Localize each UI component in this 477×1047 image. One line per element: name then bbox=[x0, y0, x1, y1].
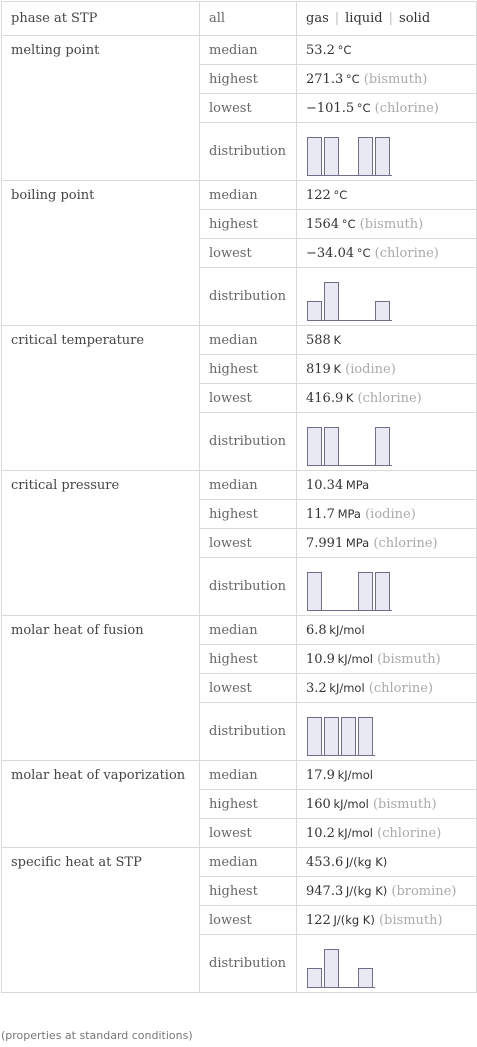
lowest-unit: °C bbox=[356, 100, 371, 115]
lowest-unit: K bbox=[345, 390, 354, 405]
highest-number: 1564 bbox=[306, 216, 340, 232]
highest-number: 819 bbox=[306, 361, 331, 377]
property-name: critical temperature bbox=[2, 326, 200, 471]
distribution-label: distribution bbox=[200, 123, 297, 181]
lowest-element-note: (chlorine) bbox=[357, 390, 422, 406]
distribution-label: distribution bbox=[200, 413, 297, 471]
crit_press-median-row bbox=[2, 471, 477, 500]
lowest-value bbox=[297, 384, 477, 413]
highest-label: highest bbox=[200, 500, 297, 529]
histogram-bar bbox=[376, 301, 390, 320]
property-name: molar heat of vaporization bbox=[2, 761, 200, 848]
histogram-bar bbox=[359, 572, 373, 610]
highest-label: highest bbox=[200, 210, 297, 239]
lowest-value bbox=[297, 239, 477, 268]
lowest-label: lowest bbox=[200, 384, 297, 413]
histogram-bar bbox=[325, 282, 339, 320]
distribution-label: distribution bbox=[200, 703, 297, 761]
phase-separator: | bbox=[334, 11, 340, 26]
phase-gas: gas bbox=[306, 11, 329, 26]
lowest-label: lowest bbox=[200, 239, 297, 268]
median-value bbox=[297, 848, 477, 877]
distribution-chart bbox=[297, 413, 477, 471]
highest-number: 10.9 bbox=[306, 651, 335, 667]
highest-label: highest bbox=[200, 645, 297, 674]
histogram-bar bbox=[342, 717, 356, 755]
property-name: molar heat of fusion bbox=[2, 616, 200, 761]
highest-value bbox=[297, 210, 477, 239]
highest-label: highest bbox=[200, 877, 297, 906]
phase-liquid: liquid bbox=[345, 11, 383, 26]
highest-element-note: (bismuth) bbox=[359, 216, 424, 232]
median-label: median bbox=[200, 848, 297, 877]
highest-unit: kJ/mol bbox=[337, 651, 373, 666]
distribution-label: distribution bbox=[200, 268, 297, 326]
median-unit: °C bbox=[333, 187, 348, 202]
median-label: median bbox=[200, 181, 297, 210]
lowest-value bbox=[297, 819, 477, 848]
boiling-median-row bbox=[2, 181, 477, 210]
lowest-value bbox=[297, 94, 477, 123]
distribution-histogram bbox=[306, 417, 393, 467]
highest-unit: K bbox=[333, 361, 341, 376]
lowest-number: 3.2 bbox=[306, 680, 327, 696]
lowest-value bbox=[297, 674, 477, 703]
highest-value bbox=[297, 790, 477, 819]
highest-value bbox=[297, 65, 477, 94]
histogram-bar bbox=[359, 968, 373, 987]
distribution-chart bbox=[297, 558, 477, 616]
distribution-chart bbox=[297, 935, 477, 993]
lowest-element-note: (chlorine) bbox=[368, 680, 434, 696]
median-label: median bbox=[200, 326, 297, 355]
lowest-number: 7.991 bbox=[306, 535, 344, 551]
median-number: 588 bbox=[306, 332, 331, 348]
highest-unit: J/(kg K) bbox=[345, 883, 388, 898]
histogram-bar bbox=[325, 427, 339, 465]
median-unit: kJ/mol bbox=[337, 767, 373, 782]
lowest-number: −34.04 bbox=[306, 245, 355, 261]
median-unit: J/(kg K) bbox=[345, 854, 388, 869]
highest-element-note: (iodine) bbox=[345, 361, 396, 377]
crit_temp-median-row bbox=[2, 326, 477, 355]
properties-table bbox=[1, 1, 477, 993]
histogram-bar bbox=[325, 949, 339, 987]
median-label: median bbox=[200, 471, 297, 500]
histogram-bar bbox=[308, 137, 322, 175]
property-name: melting point bbox=[2, 36, 200, 181]
median-value bbox=[297, 616, 477, 645]
median-number: 10.34 bbox=[306, 477, 344, 493]
highest-number: 160 bbox=[306, 796, 331, 812]
histogram-bar bbox=[308, 301, 322, 320]
distribution-histogram bbox=[306, 127, 393, 177]
lowest-element-note: (chlorine) bbox=[373, 535, 438, 551]
lowest-label: lowest bbox=[200, 674, 297, 703]
median-label: median bbox=[200, 36, 297, 65]
distribution-histogram bbox=[306, 707, 376, 757]
highest-element-note: (bismuth) bbox=[363, 71, 428, 87]
histogram-bar bbox=[325, 137, 339, 175]
median-unit: °C bbox=[337, 42, 352, 57]
highest-label: highest bbox=[200, 355, 297, 384]
highest-number: 947.3 bbox=[306, 883, 344, 899]
phase-solid: solid bbox=[399, 11, 431, 26]
lowest-element-note: (chlorine) bbox=[374, 100, 439, 116]
median-number: 6.8 bbox=[306, 622, 327, 638]
median-unit: kJ/mol bbox=[329, 622, 365, 637]
distribution-label: distribution bbox=[200, 558, 297, 616]
median-value bbox=[297, 36, 477, 65]
histogram-bar bbox=[376, 137, 390, 175]
histogram-bar bbox=[308, 717, 322, 755]
lowest-number: 416.9 bbox=[306, 390, 344, 406]
lowest-number: −101.5 bbox=[306, 100, 355, 116]
property-name: specific heat at STP bbox=[2, 848, 200, 993]
lowest-element-note: (chlorine) bbox=[374, 245, 439, 261]
distribution-chart bbox=[297, 703, 477, 761]
median-number: 17.9 bbox=[306, 767, 335, 783]
lowest-value bbox=[297, 529, 477, 558]
median-unit: MPa bbox=[345, 477, 370, 492]
histogram-bar bbox=[359, 717, 373, 755]
highest-label: highest bbox=[200, 65, 297, 94]
median-value bbox=[297, 761, 477, 790]
distribution-histogram bbox=[306, 939, 376, 989]
highest-unit: MPa bbox=[337, 506, 361, 521]
highest-number: 271.3 bbox=[306, 71, 344, 87]
highest-element-note: (bromine) bbox=[391, 883, 457, 899]
median-number: 453.6 bbox=[306, 854, 344, 870]
highest-element-note: (iodine) bbox=[365, 506, 416, 522]
vapor-median-row bbox=[2, 761, 477, 790]
lowest-label: lowest bbox=[200, 94, 297, 123]
lowest-label: lowest bbox=[200, 529, 297, 558]
lowest-unit: °C bbox=[356, 245, 371, 260]
highest-label: highest bbox=[200, 790, 297, 819]
histogram-bar bbox=[325, 717, 339, 755]
median-value bbox=[297, 326, 477, 355]
lowest-value bbox=[297, 906, 477, 935]
lowest-label: lowest bbox=[200, 906, 297, 935]
distribution-chart bbox=[297, 123, 477, 181]
property-name: boiling point bbox=[2, 181, 200, 326]
spec_heat-median-row bbox=[2, 848, 477, 877]
lowest-unit: MPa bbox=[345, 535, 370, 550]
lowest-label: lowest bbox=[200, 819, 297, 848]
distribution-label: distribution bbox=[200, 935, 297, 993]
histogram-bar bbox=[376, 572, 390, 610]
highest-value bbox=[297, 355, 477, 384]
highest-unit: °C bbox=[341, 216, 356, 231]
header-all: all bbox=[200, 2, 297, 36]
distribution-chart bbox=[297, 268, 477, 326]
melting-median-row bbox=[2, 36, 477, 65]
distribution-histogram bbox=[306, 272, 393, 322]
histogram-bar bbox=[376, 427, 390, 465]
lowest-element-note: (bismuth) bbox=[378, 912, 443, 928]
median-number: 122 bbox=[306, 187, 331, 203]
median-value bbox=[297, 181, 477, 210]
highest-value bbox=[297, 645, 477, 674]
lowest-unit: kJ/mol bbox=[329, 680, 365, 695]
header-phases bbox=[297, 2, 477, 36]
fusion-median-row bbox=[2, 616, 477, 645]
median-number: 53.2 bbox=[306, 42, 335, 58]
distribution-histogram bbox=[306, 562, 393, 612]
header-phase-at-stp: phase at STP bbox=[2, 2, 200, 36]
phase-separator: | bbox=[388, 11, 394, 26]
highest-value bbox=[297, 500, 477, 529]
histogram-bar bbox=[308, 572, 322, 610]
median-label: median bbox=[200, 761, 297, 790]
highest-unit: °C bbox=[345, 71, 360, 86]
lowest-element-note: (chlorine) bbox=[377, 825, 442, 841]
highest-value bbox=[297, 877, 477, 906]
highest-unit: kJ/mol bbox=[333, 796, 369, 811]
median-unit: K bbox=[333, 332, 341, 347]
histogram-bar bbox=[308, 427, 322, 465]
lowest-number: 122 bbox=[306, 912, 331, 928]
highest-number: 11.7 bbox=[306, 506, 335, 522]
median-value bbox=[297, 471, 477, 500]
lowest-number: 10.2 bbox=[306, 825, 335, 841]
header-row bbox=[2, 2, 477, 36]
median-label: median bbox=[200, 616, 297, 645]
histogram-bar bbox=[359, 137, 373, 175]
highest-element-note: (bismuth) bbox=[372, 796, 437, 812]
lowest-unit: kJ/mol bbox=[337, 825, 373, 840]
histogram-bar bbox=[308, 968, 322, 987]
lowest-unit: J/(kg K) bbox=[333, 912, 375, 927]
highest-element-note: (bismuth) bbox=[377, 651, 441, 667]
property-name: critical pressure bbox=[2, 471, 200, 616]
footnote: (properties at standard conditions) bbox=[1, 1029, 193, 1042]
